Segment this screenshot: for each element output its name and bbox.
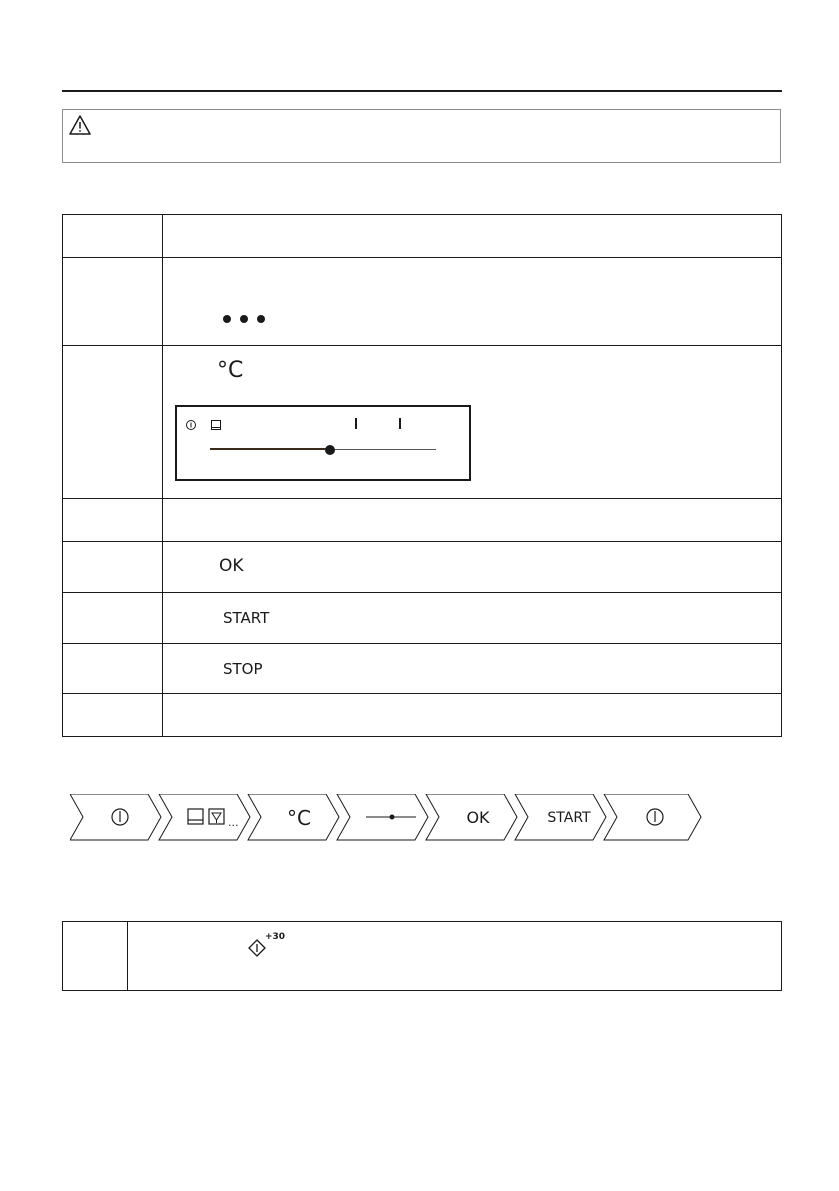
more-functions-label: ... <box>228 816 239 829</box>
step-description-cell <box>163 258 782 346</box>
sequence-step-power-off <box>604 794 701 840</box>
start-label: START <box>547 810 591 826</box>
slider-knob <box>325 445 335 455</box>
table-row <box>63 644 782 694</box>
note-divider <box>127 921 128 991</box>
table-row <box>63 593 782 644</box>
table-header-cell <box>163 215 782 258</box>
display-panel <box>175 405 471 481</box>
stop-symbol: STOP <box>223 660 263 678</box>
step-number-cell <box>63 694 163 737</box>
step-description-cell <box>163 346 782 499</box>
step-number-cell <box>63 593 163 644</box>
warning-triangle-icon <box>68 114 92 136</box>
tick-mark <box>355 418 357 429</box>
dots-icon <box>221 313 273 325</box>
step-description-cell <box>163 694 782 737</box>
sequence-step-ok <box>426 794 517 840</box>
oven-mode-icon <box>210 419 222 431</box>
table-row <box>63 258 782 346</box>
ok-symbol: OK <box>219 556 244 576</box>
tick-mark <box>399 418 401 429</box>
slider-fill <box>210 448 330 450</box>
celsius-symbol: °C <box>217 358 244 383</box>
table-row <box>63 499 782 542</box>
table-row <box>63 215 782 258</box>
table-row <box>63 542 782 593</box>
timer-badge: +30 <box>265 932 286 942</box>
step-description-cell <box>163 542 782 593</box>
sequence-step-start <box>515 794 606 840</box>
step-description-cell <box>163 499 782 542</box>
celsius-label: °C <box>287 806 311 830</box>
step-number-cell <box>63 499 163 542</box>
sequence-step-power <box>70 794 161 840</box>
sequence-step-temperature <box>248 794 339 840</box>
sequence-step-oven-function <box>159 794 250 840</box>
step-number-cell <box>63 644 163 694</box>
ok-label: OK <box>466 808 490 827</box>
quick-sequence <box>70 794 710 842</box>
top-rule <box>62 90 782 92</box>
table-header-cell <box>63 215 163 258</box>
note-box <box>62 921 782 991</box>
step-number-cell <box>63 346 163 499</box>
table-row <box>63 694 782 737</box>
steps-table <box>62 214 782 737</box>
step-description-cell <box>163 644 782 694</box>
table-row <box>63 346 782 499</box>
step-description-cell <box>163 593 782 644</box>
warning-box <box>62 109 781 163</box>
start-symbol: START <box>223 609 270 627</box>
sequence-step-slider <box>337 794 428 840</box>
info-icon <box>185 419 197 431</box>
step-number-cell <box>63 542 163 593</box>
step-number-cell <box>63 258 163 346</box>
